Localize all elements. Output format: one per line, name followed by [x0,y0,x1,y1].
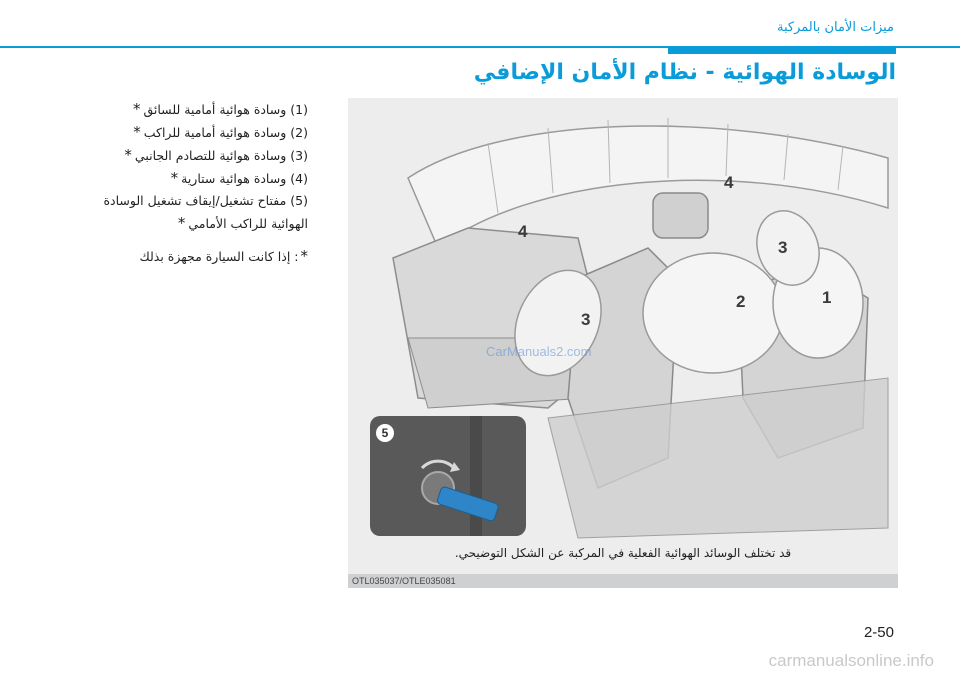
list-item [78,190,308,235]
callout-1: 1 [822,288,832,307]
list-item-number: (4) [290,171,308,186]
asterisk-icon: * [170,169,179,187]
asterisk-icon: * [300,247,308,265]
list-item [78,167,308,190]
list-item [78,98,308,121]
list-item-text: وسادة هوائية أمامية للراكب [143,125,287,140]
list-item [78,144,308,167]
list-item-text: وسادة هوائية ستارية [181,171,287,186]
asterisk-icon: * [132,100,141,118]
callout-3-right: 3 [778,238,788,257]
asterisk-icon: * [133,123,141,141]
airbag-list [78,98,308,268]
list-item-number: (3) [290,148,308,163]
callout-4-left: 4 [518,222,528,241]
equipped-note-text: : إذا كانت السيارة مجهزة بذلك [139,249,299,264]
callout-2: 2 [736,292,746,311]
figure-code: OTL035037/OTLE035081 [348,574,898,588]
list-item-number: (2) [290,125,308,140]
header-accent-bar [668,46,896,54]
asterisk-icon: * [177,214,186,232]
list-item-text: مفتاح تشغيل/إيقاف تشغيل الوسادة الهوائية للراكب الأمامي [103,193,308,231]
list-item-text: وسادة هوائية أمامية للسائق [143,102,287,117]
equipped-note [78,245,308,268]
key-switch-illustration [370,416,526,536]
list-item-text: وسادة هوائية للتصادم الجانبي [134,148,287,163]
list-item-number: (1) [290,102,308,117]
callout-5: 5 [376,424,394,442]
passenger-airbag-shape [643,253,783,373]
list-item [78,121,308,144]
section-title: الوسادة الهوائية - نظام الأمان الإضافي [473,60,896,85]
asterisk-icon: * [124,146,132,164]
figure-caption: قد تختلف الوسائد الهوائية الفعلية في المركبة عن الشكل التوضيحي. [454,546,792,560]
list-item-number: (5) [290,193,308,208]
callout-4-right: 4 [724,173,734,192]
chapter-header: ميزات الأمان بالمركبة [777,20,894,35]
footer-watermark: carmanualsonline.info [768,651,934,670]
callout-3-left: 3 [581,310,591,329]
page-number: 2-50 [863,624,894,641]
airbag-figure [348,98,898,588]
figure-watermark: CarManuals2.com [486,344,592,359]
switch-inset [370,416,526,536]
